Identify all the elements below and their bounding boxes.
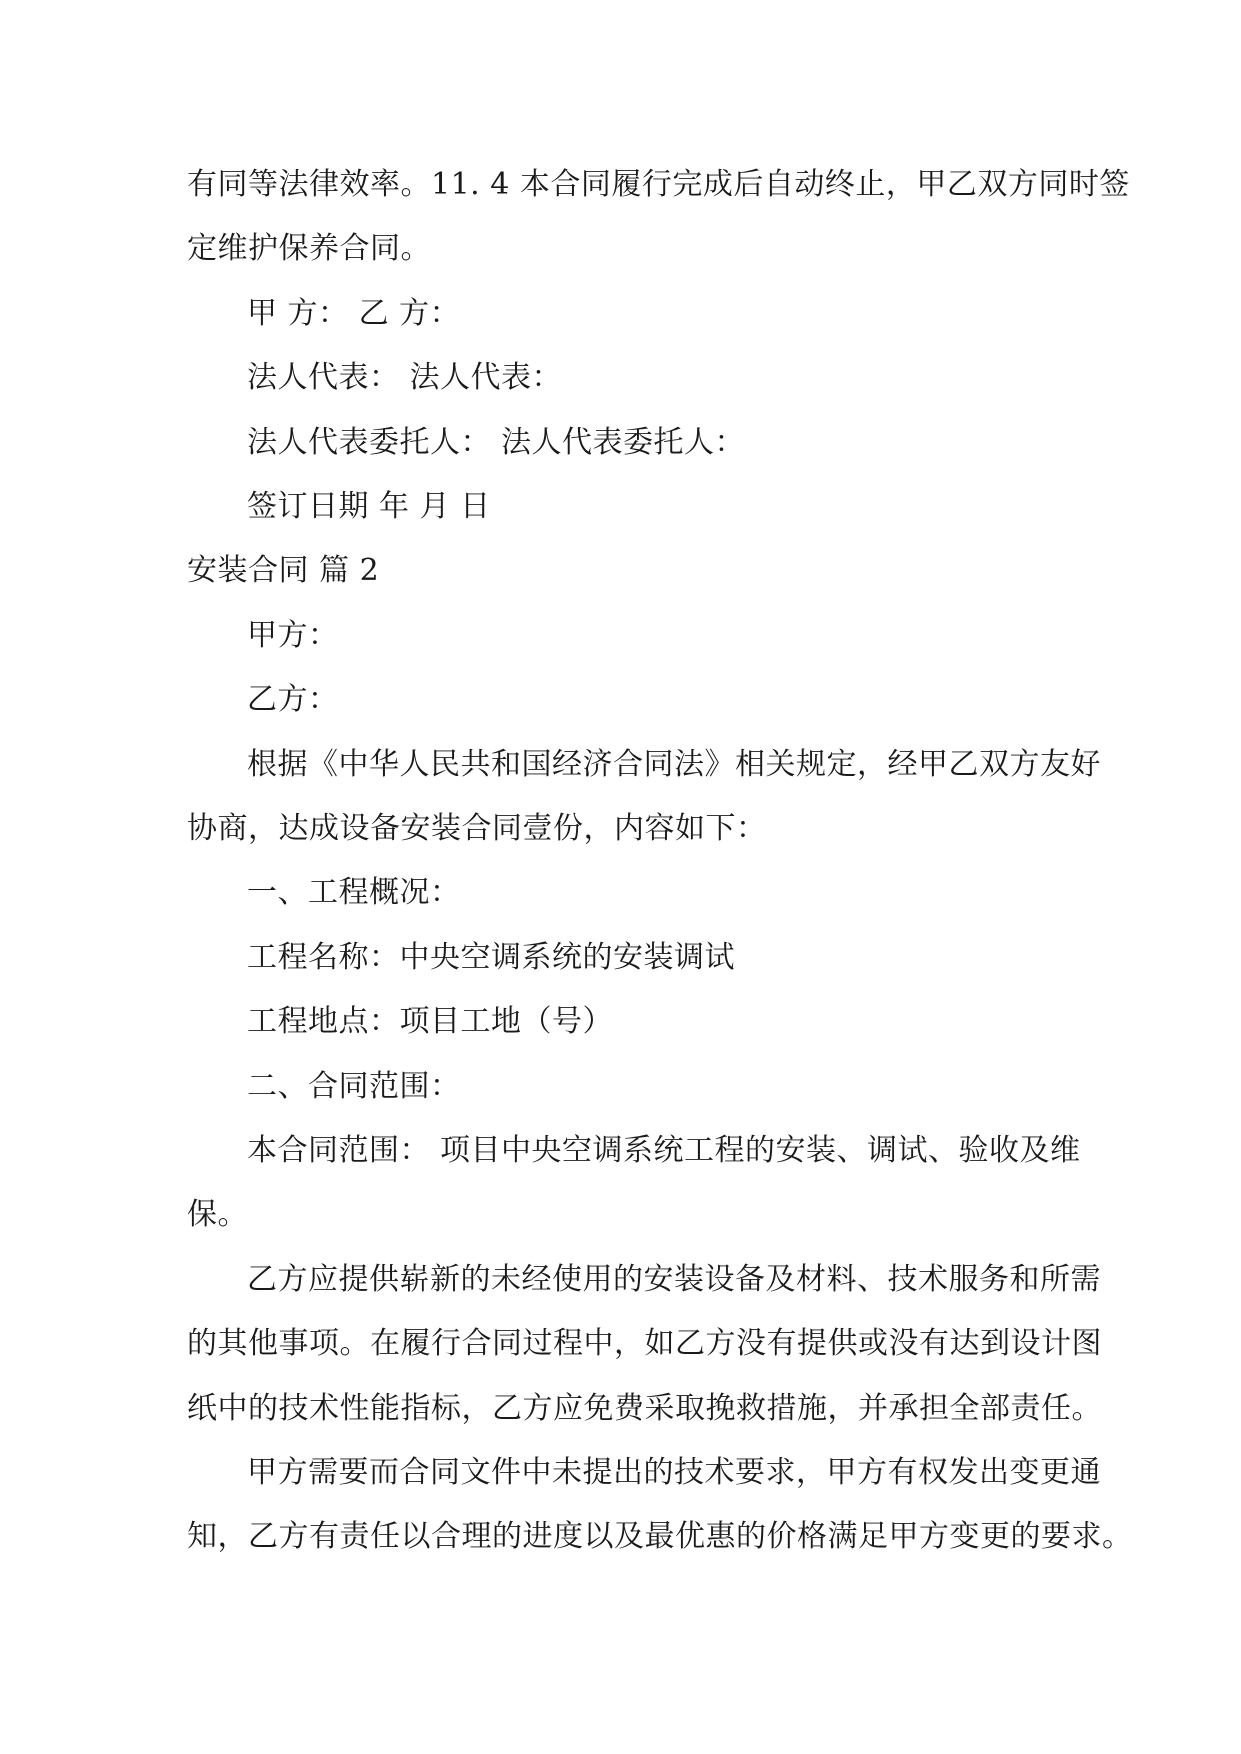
paragraph-line: 保。 xyxy=(187,1197,248,1232)
paragraph-line: 甲方需要而合同文件中未提出的技术要求，甲方有权发出变更通 xyxy=(247,1455,1101,1490)
paragraph-line: 工程地点：项目工地（号） xyxy=(247,1004,613,1039)
signature-delegate-line: 法人代表委托人： 法人代表委托人： xyxy=(247,425,746,460)
paragraph-line: 的其他事项。在履行合同过程中，如乙方没有提供或没有达到设计图 xyxy=(187,1326,1102,1361)
paragraph-line: 根据《中华人民共和国经济合同法》相关规定，经甲乙双方友好 xyxy=(247,747,1101,782)
party-a-line: 甲方： xyxy=(247,618,339,653)
paragraph-line: 工程名称：中央空调系统的安装调试 xyxy=(247,940,735,975)
paragraph-line: 乙方应提供崭新的未经使用的安装设备及材料、技术服务和所需 xyxy=(247,1262,1101,1297)
party-b-line: 乙方： xyxy=(247,682,339,717)
clause-heading: 一、工程概况： xyxy=(247,875,461,910)
paragraph-line: 有同等法律效率。11. 4 本合同履行完成后自动终止，甲乙双方同时签 xyxy=(187,167,1130,202)
signing-date-line: 签订日期 年 月 日 xyxy=(247,489,491,524)
signature-representative-line: 法人代表： 法人代表： xyxy=(247,360,563,395)
clause-heading: 二、合同范围： xyxy=(247,1069,461,1104)
paragraph-line: 定维护保养合同。 xyxy=(187,231,431,266)
section-heading: 安装合同 篇 2 xyxy=(187,553,380,588)
paragraph-line: 纸中的技术性能指标，乙方应免费采取挽救措施，并承担全部责任。 xyxy=(187,1391,1102,1426)
paragraph-line: 本合同范围： 项目中央空调系统工程的安装、调试、验收及维 xyxy=(247,1133,1081,1168)
paragraph-line: 知，乙方有责任以合理的进度以及最优惠的价格满足甲方变更的要求。 xyxy=(187,1519,1133,1554)
paragraph-line: 协商，达成设备安装合同壹份，内容如下： xyxy=(187,811,767,846)
signature-party-line: 甲 方： 乙 方： xyxy=(247,296,461,331)
